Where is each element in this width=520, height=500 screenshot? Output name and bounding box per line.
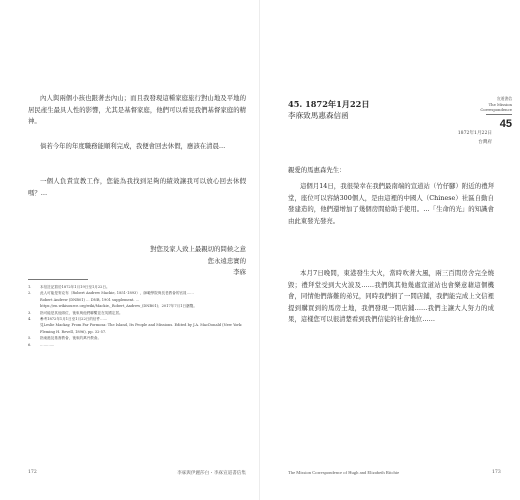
salutation: 親愛的馬惠森先生： — [288, 166, 346, 174]
meta-place: 台灣府 — [478, 140, 492, 145]
closing-line: 對您及家人致上最親切的問候之意 — [150, 245, 246, 253]
letter-subtitle: 李庥致馬惠森信函 — [288, 111, 349, 120]
body-paragraph: 倘若今年的年度職務能順利完成，我便會回去休假，應該在清晨… — [40, 142, 226, 150]
body-paragraph: 本月7日晚間，東港發生大火，當時吹著大風，兩三百間房舍完全燒毀；禮拜堂受到大火波及……我們與其他幾處宣道站也會樂意藉這個機會，同情他們落難的弟兄，同時我們捐了一間店鋪，我們能完成上文信裡提到購買到的馬房土地，我們發現一間店鋪……我們主讓大人努力的成果，這樣您可以很清楚看到我們信徒的社會地位…… — [288, 269, 494, 324]
body-paragraph: 一個人負責宣教工作，您能為我找到足夠的績效讓我可以放心回去休假嗎？… — [28, 177, 246, 197]
letter-signoff — [28, 244, 246, 279]
section-number: 45 — [499, 118, 512, 130]
letter-number: 45. — [288, 99, 303, 109]
right-page — [260, 0, 520, 500]
footnotes — [28, 284, 250, 348]
footnote-divider — [28, 279, 88, 280]
body-paragraph: 內人與兩個小孩也跟著去內山；而且我發現這種家庭旅行對山地及平地的居民產生最具人性的影響，尤其是基督家庭，他們可以看見我們基督家庭的精神。 — [28, 94, 246, 126]
footnote: 3. 指可能是其他兩位，後來與他們聯繫並在英國定居。 — [28, 310, 123, 315]
footnote: 6. ………… — [28, 342, 55, 347]
section-tab-rule — [486, 114, 512, 115]
section-tab: 宣道書信 The Mission Correspondence — [480, 96, 512, 113]
running-footer: 李庥與伊麗莎白・李庥宣道書信集 — [177, 471, 246, 476]
meta-date: 1872年1月22日 — [457, 131, 492, 136]
footnote: 5. 指東港及基督教會，後來的萬丹教會。 — [28, 336, 102, 341]
footnote: 4. 參考1872年1月1日至1月22日的信件…… — [28, 317, 108, 322]
closing-line: 您永遠忠實的 — [207, 256, 246, 265]
letter-meta — [420, 129, 492, 147]
page-number: 172 — [28, 470, 37, 475]
letter-date: 1872年1月22日 — [305, 99, 370, 109]
body-paragraph: 這個月14日，我很榮幸在我們最南端的宣道站（竹仔腳）附近的禮拜堂，座位可以容納300個人，是由這裡的中國人（Chinese）社區自動自發建造的，他們還增加了幾個房間給助手使用。…「生命的光」的知識會由此東發光發亮。 — [288, 182, 494, 225]
footnote: Robert Andrew (DNB01) … DNB, 1901 supplement. … https://en.wikisource.org/wiki/Mackie,_Robert_Andrew_(DNB01)；2017年7月1日瀏覽。 — [40, 297, 197, 309]
signature: 李庥 — [233, 268, 246, 277]
running-footer: The Mission Correspondence of Hugh and Elizabeth Ritchie — [288, 470, 400, 475]
footnote: 1. 本信註記寫於1872年1月19日至1月22日。 — [28, 285, 110, 289]
footnote: 見Leslie Mackay, From Far Formosa: The Island, Its People and Missions. Edited by J.A. MacDonald (New York: Fleming H. Revell, 1896), pp. 32-57. — [40, 323, 243, 334]
letter-heading — [288, 99, 488, 121]
page-number: 173 — [492, 470, 501, 475]
footnote: 2. 此人可能是麥克布（Robert Andrew Mackie, 1851-1893），師範學院與長老教會的官員…… — [28, 291, 194, 296]
